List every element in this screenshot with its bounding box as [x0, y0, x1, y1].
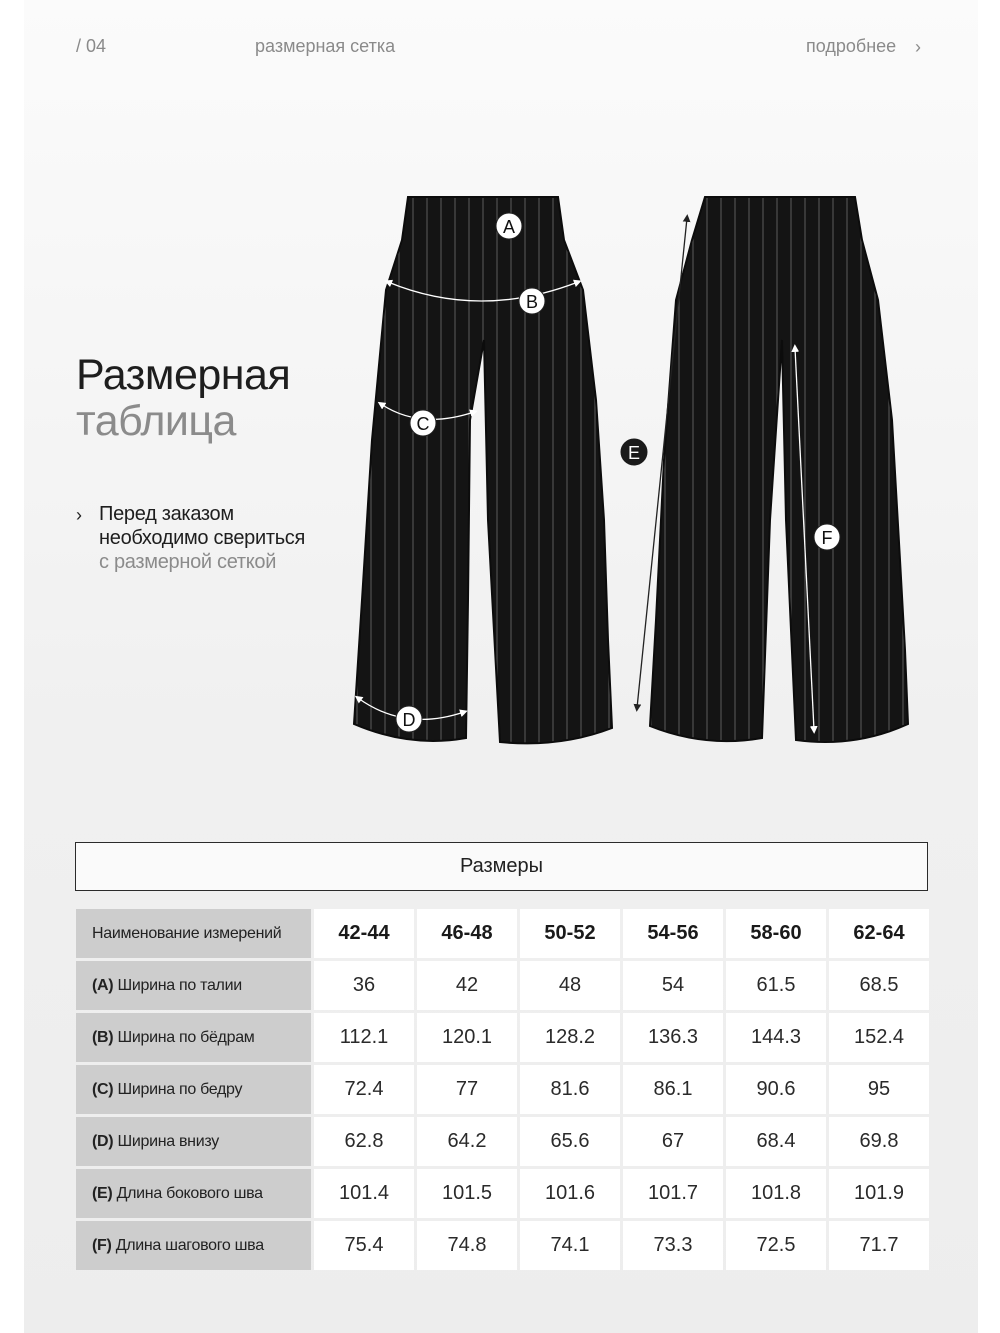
table-row [76, 1169, 929, 1218]
table-cell: 65.6 [520, 1117, 620, 1166]
table-cell: 101.8 [726, 1169, 826, 1218]
table-cell: 128.2 [520, 1013, 620, 1062]
table-cell: 48 [520, 961, 620, 1010]
table-header-row [76, 909, 929, 958]
title-line-2: таблица [76, 397, 236, 445]
table-cell: 120.1 [417, 1013, 517, 1062]
table-cell: 68.4 [726, 1117, 826, 1166]
size-header: 46-48 [417, 909, 517, 958]
table-cell: 101.9 [829, 1169, 929, 1218]
measurement-name-header: Наименование измерений [76, 909, 311, 958]
table-row [76, 1221, 929, 1270]
table-row [76, 961, 929, 1010]
table-row [76, 1065, 929, 1114]
table-cell: 36 [314, 961, 414, 1010]
table-cell: 62.8 [314, 1117, 414, 1166]
label-b [519, 288, 545, 314]
section-title: размерная сетка [255, 36, 396, 56]
table-row [76, 1013, 929, 1062]
more-link[interactable]: подробнее [806, 36, 897, 56]
table-cell: 68.5 [829, 961, 929, 1010]
size-header: 42-44 [314, 909, 414, 958]
table-cell: 144.3 [726, 1013, 826, 1062]
trousers-front [354, 197, 612, 743]
measurement-name: (B) Ширина по бёдрам [76, 1013, 311, 1062]
note-line-3: с размерной сеткой [99, 551, 277, 573]
svg-text:A: A [502, 217, 516, 237]
table-cell: 72.4 [314, 1065, 414, 1114]
note-line-1: Перед заказом [99, 503, 234, 525]
svg-text:E: E [627, 443, 641, 463]
table-cell: 136.3 [623, 1013, 723, 1062]
table-cell: 75.4 [314, 1221, 414, 1270]
chevron-right-icon: › [76, 505, 82, 525]
table-cell: 81.6 [520, 1065, 620, 1114]
svg-text:C: C [416, 414, 430, 434]
label-e [621, 439, 647, 465]
label-f [814, 524, 840, 550]
table-cell: 61.5 [726, 961, 826, 1010]
note-line-2: необходимо свериться [99, 527, 306, 549]
measurement-name: (D) Ширина внизу [76, 1117, 311, 1166]
table-cell: 64.2 [417, 1117, 517, 1166]
table-row [76, 1117, 929, 1166]
table-cell: 69.8 [829, 1117, 929, 1166]
table-cell: 67 [623, 1117, 723, 1166]
table-cell: 101.5 [417, 1169, 517, 1218]
table-cell: 152.4 [829, 1013, 929, 1062]
title-line-1: Размерная [76, 351, 291, 399]
label-c [410, 410, 436, 436]
measurement-name: (F) Длина шагового шва [76, 1221, 311, 1270]
table-cell: 90.6 [726, 1065, 826, 1114]
table-cell: 74.8 [417, 1221, 517, 1270]
table-cell: 74.1 [520, 1221, 620, 1270]
measurement-name: (C) Ширина по бедру [76, 1065, 311, 1114]
label-d [396, 706, 422, 732]
label-a [496, 213, 522, 239]
size-header: 58-60 [726, 909, 826, 958]
svg-text:B: B [525, 292, 539, 312]
table-cell: 112.1 [314, 1013, 414, 1062]
svg-text:F: F [821, 528, 833, 548]
size-header: 62-64 [829, 909, 929, 958]
size-header: 54-56 [623, 909, 723, 958]
table-cell: 42 [417, 961, 517, 1010]
table-cell: 86.1 [623, 1065, 723, 1114]
table-cell: 73.3 [623, 1221, 723, 1270]
table-cell: 54 [623, 961, 723, 1010]
measurement-name: (E) Длина бокового шва [76, 1169, 311, 1218]
svg-text:D: D [402, 710, 416, 730]
trousers-back [650, 197, 908, 742]
table-cell: 101.4 [314, 1169, 414, 1218]
table-cell: 101.6 [520, 1169, 620, 1218]
table-cell: 71.7 [829, 1221, 929, 1270]
page-number: / 04 [76, 36, 107, 56]
table-cell: 77 [417, 1065, 517, 1114]
table-cell: 72.5 [726, 1221, 826, 1270]
table-cell: 101.7 [623, 1169, 723, 1218]
sizes-header: Размеры [75, 842, 928, 891]
chevron-right-icon[interactable]: › [915, 37, 921, 57]
measurement-name: (A) Ширина по талии [76, 961, 311, 1010]
table-cell: 95 [829, 1065, 929, 1114]
size-table [73, 906, 932, 1273]
size-header: 50-52 [520, 909, 620, 958]
